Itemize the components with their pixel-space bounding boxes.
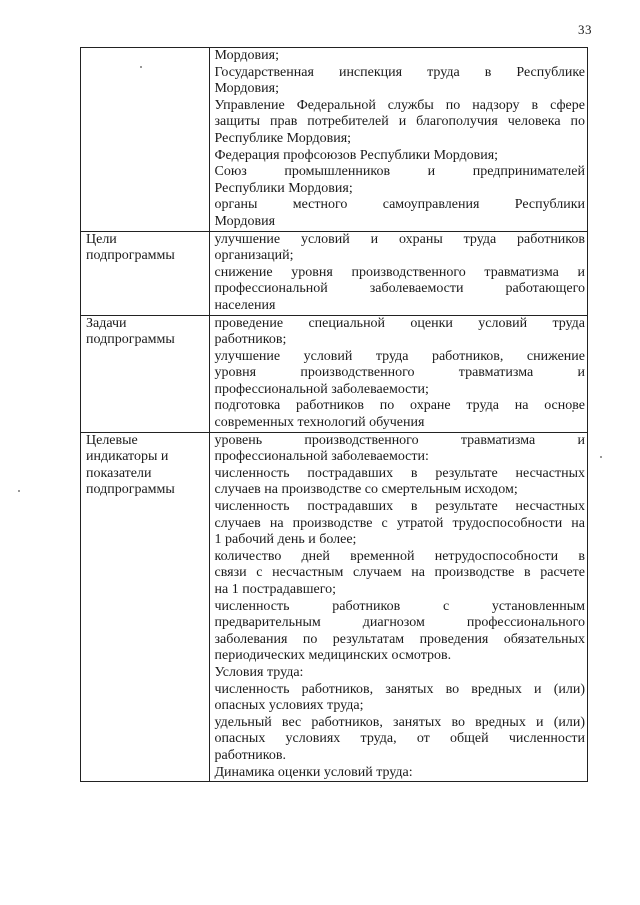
row-label-cell [81, 315, 210, 432]
content-line: на 1 пострадавшего; [214, 582, 336, 597]
content-line: Государственная инспекция труда в Республике [214, 64, 585, 80]
table-row-tasks [81, 315, 588, 432]
content-line: защиты прав потребителей и благополучия человека по [214, 114, 585, 130]
content-line: численность пострадавших в результате несчастных [214, 499, 585, 515]
content-line: населения [214, 297, 276, 313]
content-line: современных технологий обучения [214, 415, 425, 431]
table-row-goals [81, 231, 588, 315]
content-line: Мордовия [214, 213, 276, 229]
content-line: Союз промышленников и предпринимателей [214, 164, 585, 180]
content-line: уровень производственного травматизма и [214, 432, 585, 448]
scan-speck [18, 490, 20, 492]
content-line: опасных условиях труда, от общей численности [214, 731, 585, 747]
row-content-cell [209, 48, 588, 232]
content-line: удельный вес работников, занятых во вредных и (или) [214, 714, 585, 730]
content-line: профессиональной заболеваемости: [214, 449, 429, 465]
scan-speck [600, 456, 602, 458]
row-label-cell [81, 432, 210, 781]
content-line: Федерация профсоюзов Республики Мордовия; [214, 147, 499, 163]
content-line: случаев на производстве с утратой трудоспособности на [214, 515, 585, 531]
content-line: Динамика оценки условий труда: [214, 764, 413, 780]
content-line: Республике Мордовия; [214, 130, 352, 146]
row-content-cell [209, 315, 588, 432]
content-line: случаев на производстве со смертельным исходом; [214, 482, 518, 498]
content-line: Условия труда: [214, 664, 304, 680]
content-line: 1 рабочий день и более; [214, 532, 357, 548]
content-line: численность работников с установленным [214, 598, 585, 614]
row-label-line: Цели [86, 231, 117, 247]
content-line: улучшение условий и охраны труда работников [214, 231, 585, 247]
row-label-cell [81, 231, 210, 315]
content-line: проведение специальной оценки условий труда [214, 315, 585, 331]
row-content-cell [209, 432, 588, 781]
content-line: Республики Мордовия; [214, 180, 353, 196]
content-line: количество дней временной нетрудоспособности в [214, 548, 585, 564]
content-line: периодических медицинских осмотров. [214, 648, 452, 664]
content-line: органы местного самоуправления Республики [214, 197, 585, 213]
row-label-line: подпрограммы [86, 248, 175, 264]
table-row-participants [81, 48, 588, 232]
table-row-target-indicators [81, 432, 588, 781]
content-line: численность пострадавших в результате несчастных [214, 465, 585, 481]
row-label-line: Задачи [86, 315, 127, 331]
content-line: работников; [214, 332, 287, 348]
content-line: профессиональной заболеваемости; [214, 381, 429, 397]
content-line: заболевания по результатам проведения обязательных [214, 631, 585, 647]
content-line: улучшение условий труда работников, снижение [214, 348, 585, 364]
content-line: опасных условиях труда; [214, 698, 364, 714]
content-line: предварительным диагнозом профессионального [214, 615, 585, 631]
row-label-cell [81, 48, 210, 232]
content-line: профессиональной заболеваемости работающего [214, 281, 585, 297]
content-line: подготовка работников по охране труда на основе [214, 398, 585, 414]
row-content-cell [209, 231, 588, 315]
row-label-line: Целевые [86, 432, 138, 448]
content-line: Мордовия; [214, 81, 279, 97]
row-label-line: подпрограммы [86, 482, 175, 498]
row-label-line: подпрограммы [86, 332, 175, 348]
content-line: снижение уровня производственного травматизма и [214, 264, 585, 280]
content-line: Мордовия; [214, 48, 279, 63]
content-line: организаций; [214, 248, 294, 264]
page-number: 33 [578, 22, 592, 37]
content-line: связи с несчастным случаем на производстве в расчете [214, 565, 585, 581]
content-line: уровня производственного травматизма и [214, 365, 585, 381]
row-label-line: индикаторы и [86, 449, 169, 465]
content-line: работников. [214, 747, 286, 763]
row-label-line: показатели [86, 465, 152, 481]
subprogram-passport-table [80, 47, 588, 782]
content-line: численность работников, занятых во вредных и (или) [214, 681, 585, 697]
content-line: Управление Федеральной службы по надзору в сфере [214, 97, 585, 113]
